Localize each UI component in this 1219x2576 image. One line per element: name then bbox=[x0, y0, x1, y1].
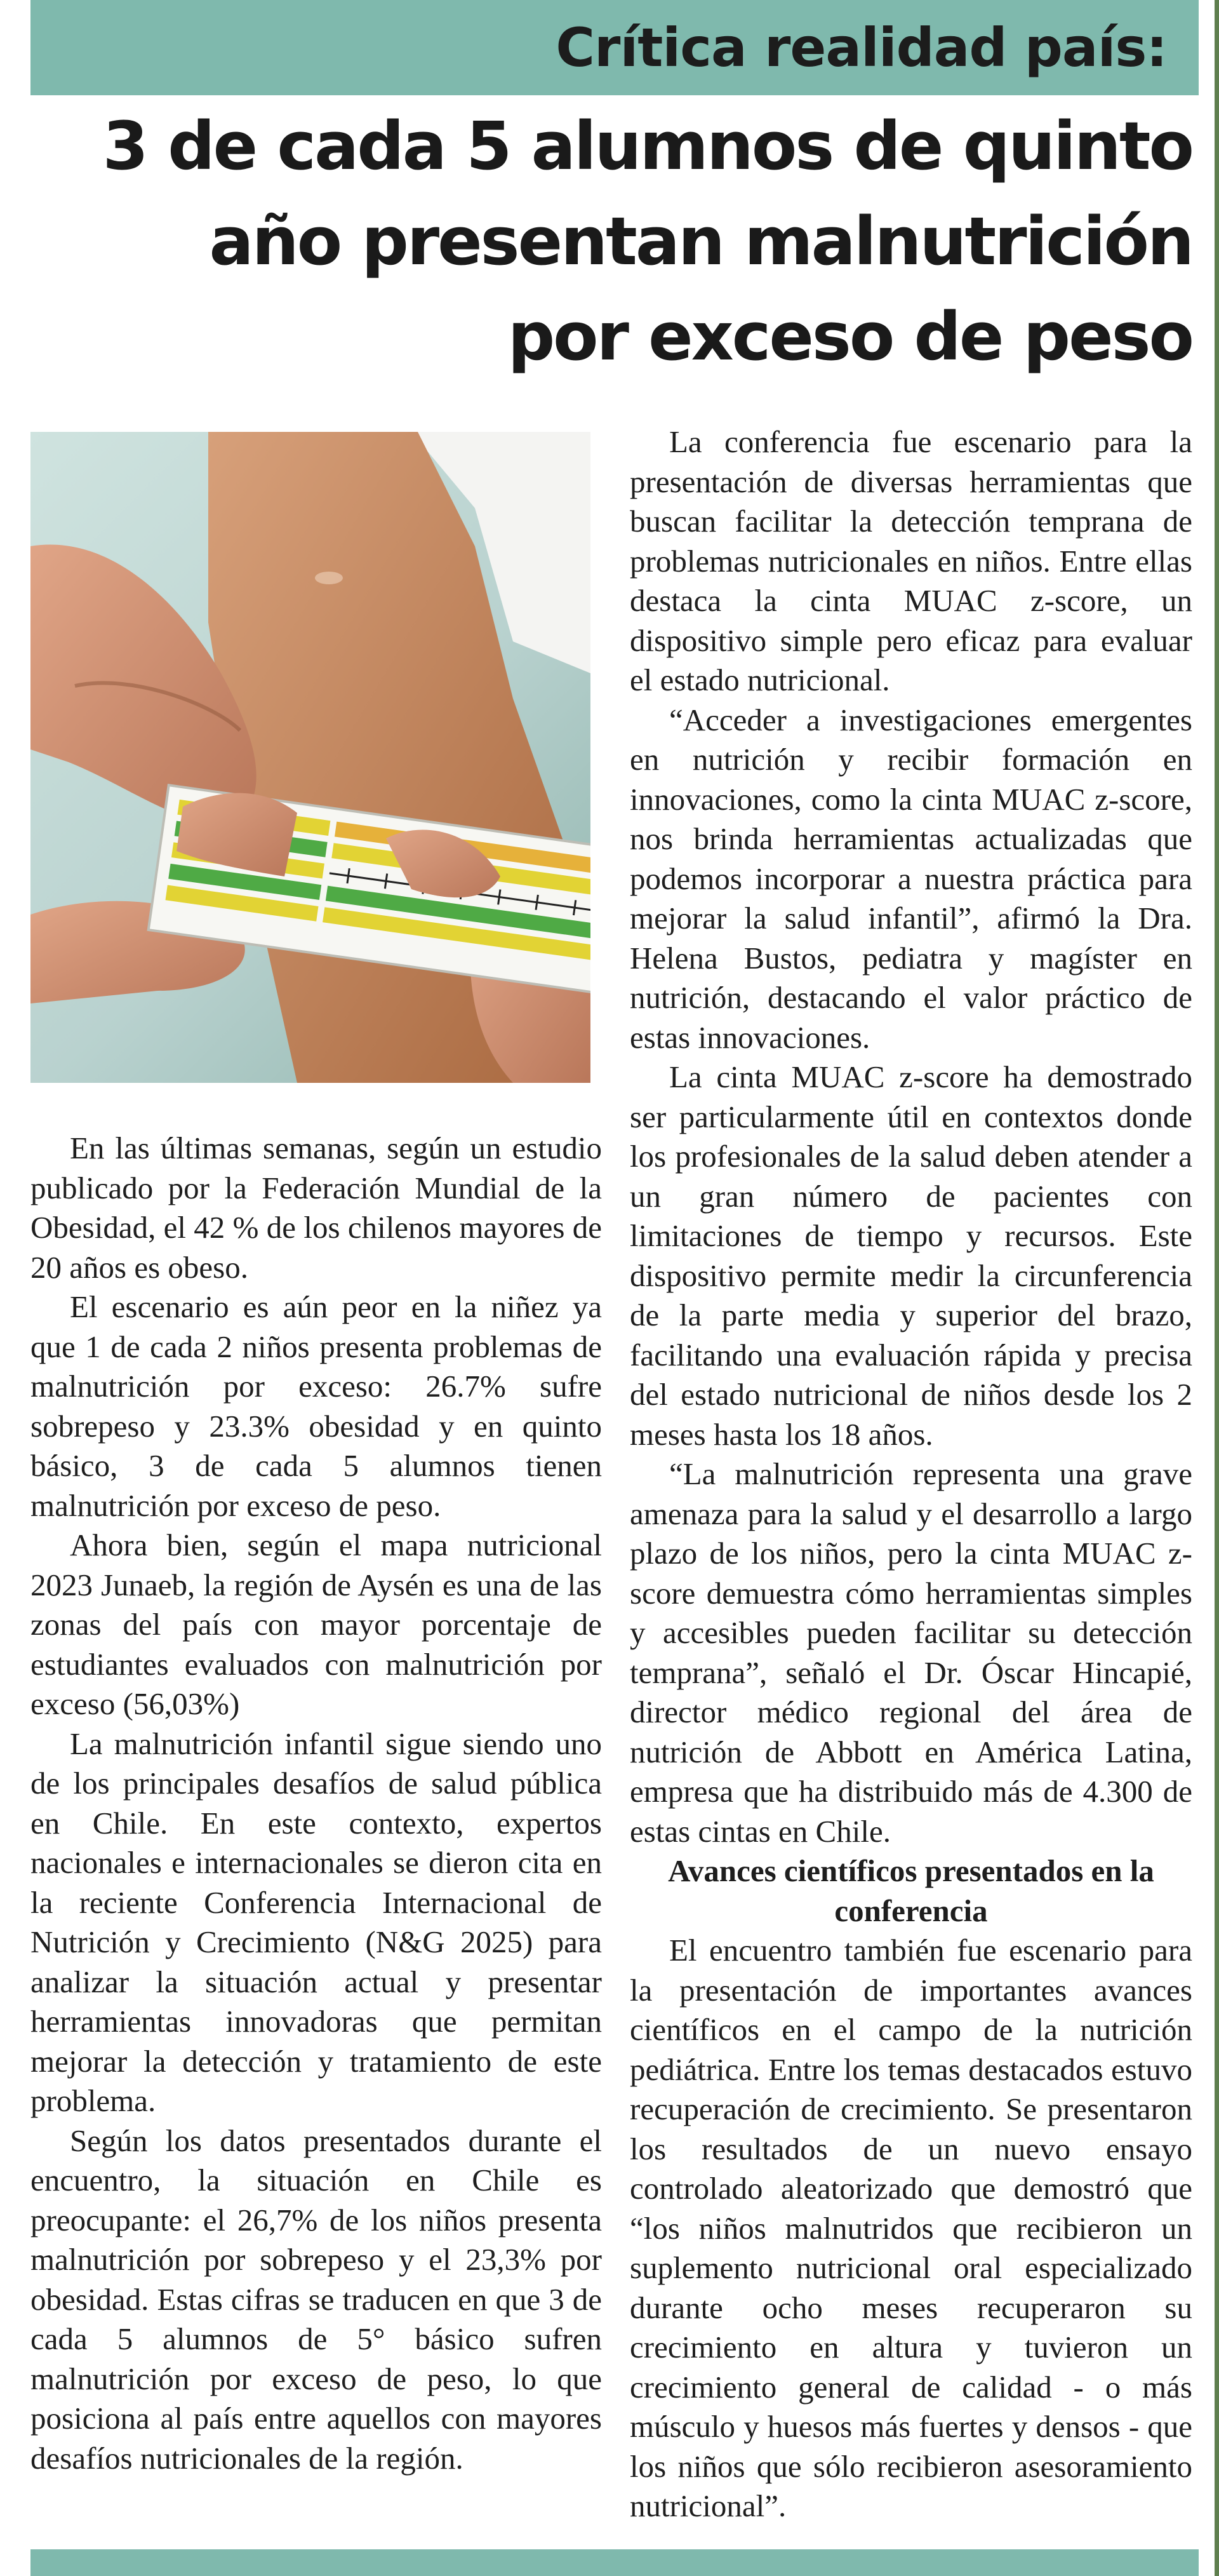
body-paragraph: El escenario es aún peor en la niñez ya que 1 de cada 2 niños presenta problemas de malnutrición por exceso: 26.7% sufre sobrepeso y 23.3% obesidad y en quinto básico, 3 de cada 5 alumnos tienen malnutrición por exceso de peso. bbox=[30, 1289, 602, 1523]
body-paragraph: La conferencia fue escenario para la presentación de diversas herramientas que buscan facilitar la detección temprana de problemas nutricionales en niños. Entre ellas destaca la cinta MUAC z-score, un dispositivo simple pero eficaz para evaluar el estado nutricional. bbox=[630, 424, 1192, 697]
body-paragraph: El encuentro también fue escenario para la presentación de importantes avances científicos en el campo de la nutrición pediátrica. Entre los temas destacados estuvo recuperación de crecimiento. Se presentaron los resultados de un nuevo ensayo controlado aleatorizado que demostró que “los niños malnutridos que recibieron un suplemento nutricional oral especializado durante ocho meses recuperaron su crecimiento en altura y tuvieron un crecimiento general de calidad - o más músculo y huesos más fuertes y densos - que los niños que sólo recibieron asesoramiento nutricional”. bbox=[630, 1933, 1192, 2523]
body-paragraph: “La malnutrición representa una grave amenaza para la salud y el desarrollo a largo plazo de los niños, pero la cinta MUAC z-score demuestra cómo herramientas simples y accesibles pueden facilitar su detección temprana”, señaló el Dr. Óscar Hincapié, director médico regional del área de nutrición de Abbott en América Latina, empresa que ha distribuido más de 4.300 de estas cintas en Chile. bbox=[630, 1456, 1192, 1849]
article-column-right bbox=[630, 422, 1192, 2526]
muac-photo-illustration bbox=[30, 432, 590, 1083]
section-subheading: Avances científicos presentados en la conferencia bbox=[668, 1853, 1154, 1928]
body-paragraph: Según los datos presentados durante el encuentro, la situación en Chile es preocupante: el 26,7% de los niños presenta malnutrición por sobrepeso y el 23,3% por obesidad. Estas cifras se traducen en que 3 de cada 5 alumnos de 5° básico sufren malnutrición por exceso de peso, lo que posiciona al país entre aquellos con mayores desafíos nutricionales de la región. bbox=[30, 2123, 602, 2476]
bottom-band bbox=[30, 2549, 1199, 2576]
side-rule bbox=[1215, 0, 1219, 2576]
article-photo bbox=[30, 432, 590, 1083]
article-column-left bbox=[30, 1129, 602, 2478]
kicker-band bbox=[30, 0, 1199, 95]
kicker-title: Crítica realidad país: bbox=[556, 17, 1167, 79]
body-paragraph: La cinta MUAC z-score ha demostrado ser particularmente útil en contextos donde los profesionales de la salud deben atender a un gran número de pacientes con limitaciones de tiempo y recursos. Este dispositivo permite medir la circunferencia de la parte media y superior del brazo, facilitando una evaluación rápida y precisa del estado nutricional de niños desde los 2 meses hasta los 18 años. bbox=[630, 1059, 1192, 1452]
body-paragraph: “Acceder a investigaciones emergentes en nutrición y recibir formación en innovaciones, como la cinta MUAC z-score, nos brinda herramientas actualizadas que podemos incorporar a nuestra práctica para mejorar la salud infantil”, afirmó la Dra. Helena Bustos, pediatra y magíster en nutrición, destacando el valor práctico de estas innovaciones. bbox=[630, 702, 1192, 1055]
body-paragraph: La malnutrición infantil sigue siendo uno de los principales desafíos de salud pública en Chile. En este contexto, expertos nacionales e internacionales se dieron cita en la reciente Conferencia Internacional de Nutrición y Crecimiento (N&G 2025) para analizar la situación actual y presentar herramientas innovadoras que permitan mejorar la detección y tratamiento de este problema. bbox=[30, 1726, 602, 2118]
headline: 3 de cada 5 alumnos de quinto año presentan malnutrición por exceso de peso bbox=[102, 107, 1192, 375]
body-paragraph: Ahora bien, según el mapa nutricional 2023 Junaeb, la región de Aysén es una de las zonas del país con mayor porcentaje de estudiantes evaluados con malnutrición por exceso (56,03%) bbox=[30, 1527, 602, 1721]
body-paragraph: En las últimas semanas, según un estudio publicado por la Federación Mundial de la Obesidad, el 42 % de los chilenos mayores de 20 años es obeso. bbox=[30, 1130, 602, 1285]
